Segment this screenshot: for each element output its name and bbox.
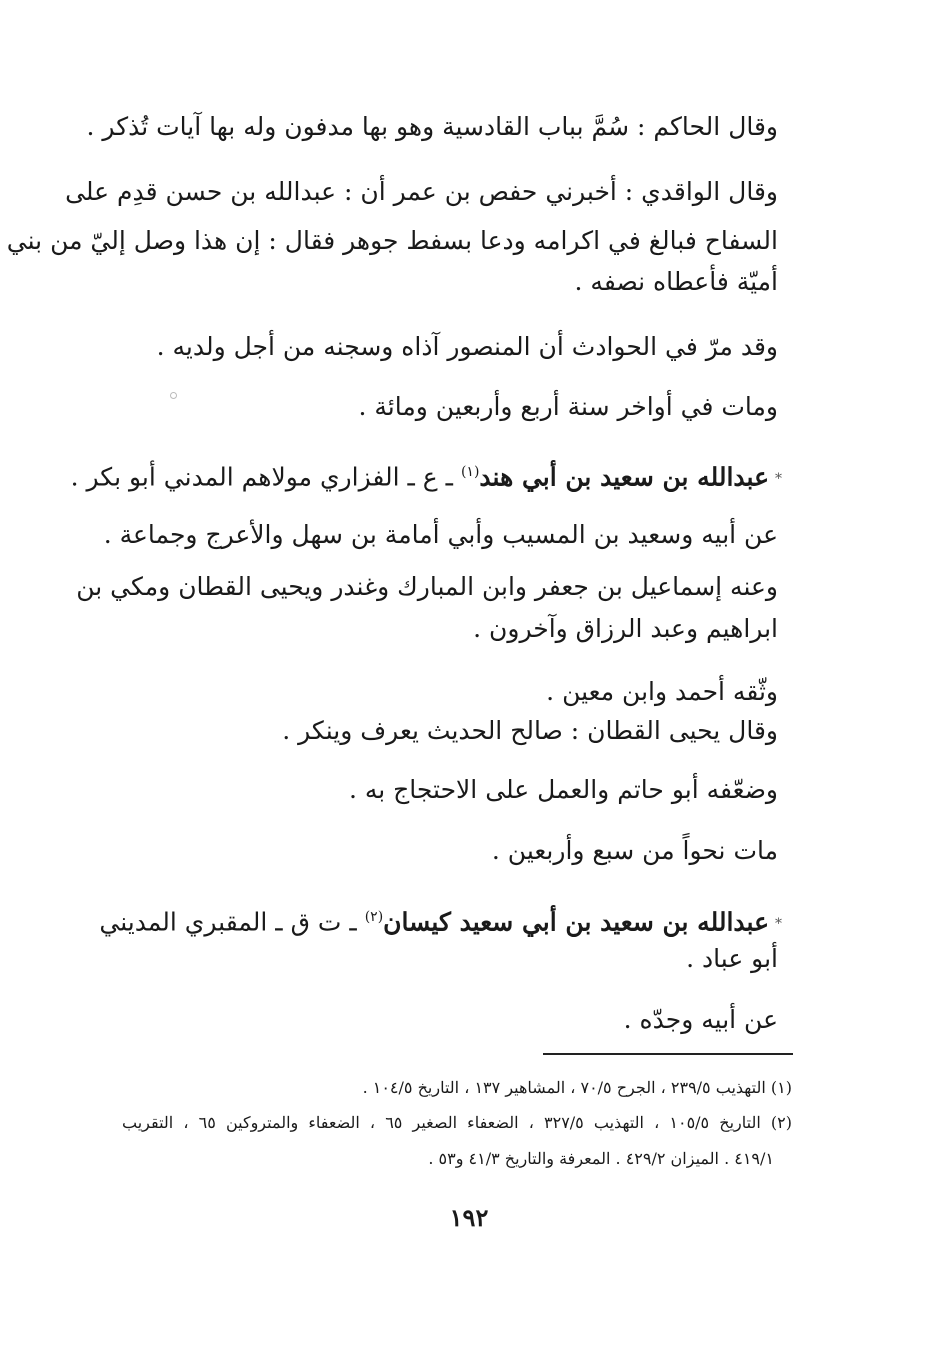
page-number: ١٩٢ xyxy=(449,1203,489,1232)
entry-marker: * xyxy=(775,915,782,932)
entry2-line-2: عن أبيه وجدّه . xyxy=(623,1005,778,1034)
entry1-line-7: مات نحواً من سبع وأربعين . xyxy=(491,836,778,865)
paragraph-waqidi-line-1: وقال الواقدي : أخبرني حفص بن عمر أن : عبدالله بن حسن قدِم على xyxy=(65,177,778,206)
footnote-2-text-line-1: التاريخ ١٠٥/٥ ، التهذيب ٣٢٧/٥ ، الضعفاء الصغير ٦٥ ، الضعفاء والمتروكين ٦٥ ، التقريب xyxy=(122,1113,761,1132)
entry1-line-3: ابراهيم وعبد الرزاق وآخرون . xyxy=(473,614,778,643)
footnote-separator xyxy=(543,1053,793,1055)
entry-marker: * xyxy=(775,470,782,487)
paragraph-waqidi-line-3: أميّة فأعطاه نصفه . xyxy=(574,267,778,296)
entry1-line-2: وعنه إسماعيل بن جعفر وابن المبارك وغندر ويحيى القطان ومكي بن xyxy=(76,572,778,601)
entry1-line-4: وثّقه أحمد وابن معين . xyxy=(546,677,778,706)
entry2-name: عبدالله بن سعيد بن أبي سعيد كيسان xyxy=(383,907,769,937)
footnote-1-number: (١) xyxy=(770,1078,792,1097)
paragraph-mansur: وقد مرّ في الحوادث أن المنصور آذاه وسجنه من أجل ولديه . xyxy=(156,332,778,361)
footnote-2 xyxy=(122,1112,792,1134)
entry2-heading xyxy=(99,900,782,941)
footnote-1 xyxy=(363,1077,792,1099)
entry2-rest: ـ ت ق ـ المقبري المديني xyxy=(99,907,357,937)
paragraph-hakim: وقال الحاكم : سُمَّ بباب القادسية وهو بها مدفون وله بها آيات تُذكر . xyxy=(86,112,778,141)
paragraph-waqidi-line-2: السفاح فبالغ في اكرامه ودعا بسفط جوهر فقال : إن هذا وصل إليّ من بني xyxy=(6,226,778,255)
entry2-line-1: أبو عباد . xyxy=(686,944,778,973)
paragraph-death: ومات في أواخر سنة أربع وأربعين ومائة . xyxy=(358,392,778,421)
footnote-1-text: التهذيب ٢٣٩/٥ ، الجرح ٧٠/٥ ، المشاهير ١٣٧ ، التاريخ ١٠٤/٥ . xyxy=(362,1078,766,1097)
footnote-ref-2: (٢) xyxy=(364,909,384,925)
entry1-line-5: وقال يحيى القطان : صالح الحديث يعرف وينكر . xyxy=(282,716,778,745)
paper-speck xyxy=(170,392,177,399)
entry1-rest: ـ ع ـ الفزاري مولاهم المدني أبو بكر . xyxy=(70,462,453,492)
entry1-line-6: وضعّفه أبو حاتم والعمل على الاحتجاج به . xyxy=(348,775,778,804)
footnote-2-text-line-2: ٤١٩/١ . الميزان ٤٢٩/٢ . المعرفة والتاريخ ٤١/٣ و٥٣ . xyxy=(428,1149,774,1168)
entry1-name: عبدالله بن سعيد بن أبي هند xyxy=(479,462,769,492)
footnote-ref-1: (١) xyxy=(460,464,480,480)
footnote-2-number: (٢) xyxy=(770,1113,793,1132)
entry1-line-1: عن أبيه وسعيد بن المسيب وأبي أمامة بن سهل والأعرج وجماعة . xyxy=(103,520,778,549)
entry1-heading xyxy=(70,455,782,496)
